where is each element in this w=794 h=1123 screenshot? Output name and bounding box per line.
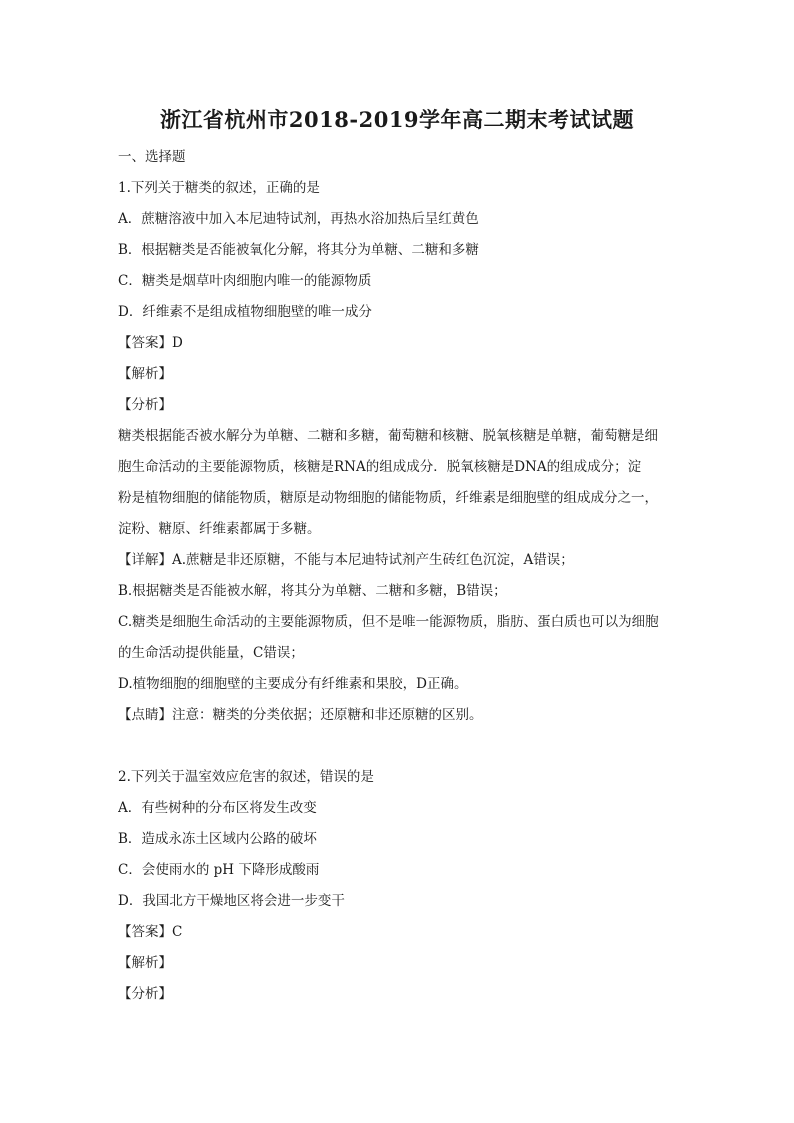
analysis-line: 粉是植物细胞的储能物质，糖原是动物细胞的储能物质，纤维素是细胞壁的组成成分之一， [118,490,658,506]
jiexi-label: 【解析】 [118,366,172,382]
fenxi-label: 【分析】 [118,986,172,1002]
option-b: B．根据糖类是否能被氧化分解，将其分为单糖、二糖和多糖 [118,242,479,258]
option-c: C．会使雨水的 pH 下降形成酸雨 [118,862,320,878]
detail-line: 【详解】A.蔗糖是非还原糖，不能与本尼迪特试剂产生砖红色沉淀，A错误； [118,552,574,568]
analysis-line: 糖类根据能否被水解分为单糖、二糖和多糖，葡萄糖和核糖、脱氧核糖是单糖，葡萄糖是细 [118,428,658,444]
page-title: 浙江省杭州市2018-2019学年高二期末考试试题 [159,107,635,132]
question-2 [118,762,678,1010]
option-b: B．造成永冻土区域内公路的破坏 [118,831,317,847]
question-1 [118,173,678,731]
answer-label: 【答案】D [118,335,183,351]
analysis-line: 胞生命活动的主要能源物质，核糖是RNA的组成成分．脱氧核糖是DNA的组成成分；淀 [118,459,642,475]
detail-line: D.植物细胞的细胞壁的主要成分有纤维素和果胶，D正确。 [118,676,468,692]
question-stem: 2.下列关于温室效应危害的叙述，错误的是 [118,769,374,785]
jiexi-label: 【解析】 [118,955,172,971]
option-c: C．糖类是烟草叶肉细胞内唯一的能源物质 [118,273,372,289]
answer-label: 【答案】C [118,924,183,940]
option-d: D．我国北方干燥地区将会进一步变干 [118,893,345,909]
section-heading: 一、选择题 [118,149,186,165]
detail-line: C.糖类是细胞生命活动的主要能源物质，但不是唯一能源物质，脂肪、蛋白质也可以为细胞 [118,614,659,630]
question-stem: 1.下列关于糖类的叙述，正确的是 [118,180,320,196]
option-a: A．蔗糖溶液中加入本尼迪特试剂，再热水浴加热后呈红黄色 [118,211,479,227]
analysis-paragraph [118,421,678,545]
fenxi-label: 【分析】 [118,397,172,413]
tip-line: 【点睛】注意：糖类的分类依据；还原糖和非还原糖的区别。 [118,707,483,723]
option-a: A．有些树种的分布区将发生改变 [118,800,317,816]
spacer [118,731,678,762]
exam-content [118,142,678,1010]
analysis-line: 淀粉、糖原、纤维素都属于多糖。 [118,521,321,537]
detail-line: B.根据糖类是否能被水解，将其分为单糖、二糖和多糖，B错误； [118,583,507,599]
detail-paragraph [118,545,678,700]
detail-line: 的生命活动提供能量，C错误； [118,645,304,661]
option-d: D．纤维素不是组成植物细胞壁的唯一成分 [118,304,372,320]
